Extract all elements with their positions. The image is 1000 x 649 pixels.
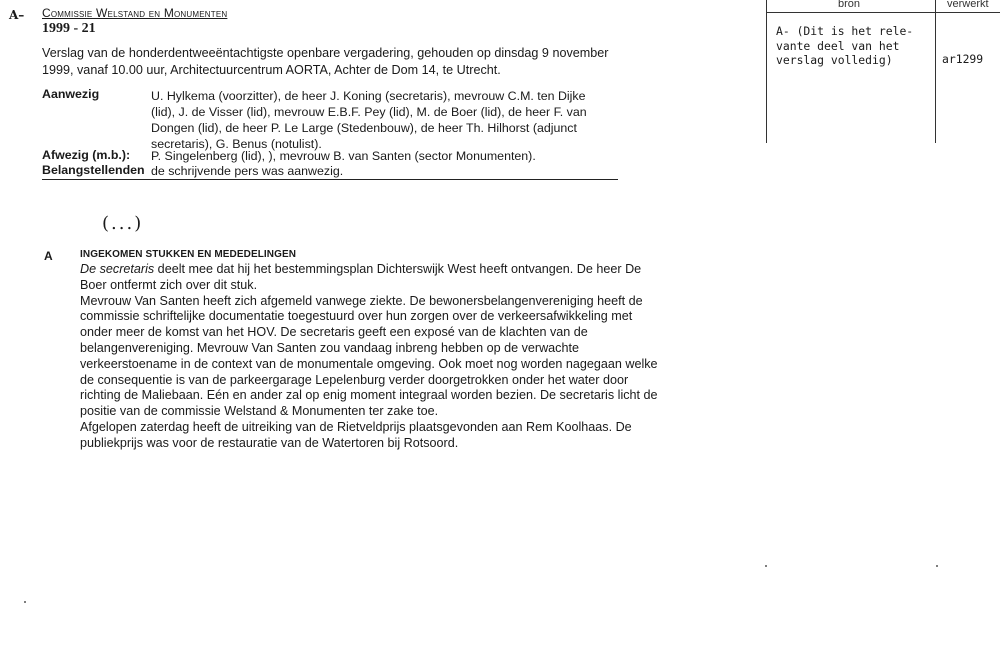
report-number: 1999 - 21 <box>42 21 96 36</box>
header-divider <box>42 179 618 180</box>
paragraph-1-text: deelt mee dat hij het bestemmingsplan Dichterswijk West heeft ontvangen. De heer De Boer ontfermt zich over dit stuk. <box>80 262 642 292</box>
table-header-processed: verwerkt <box>947 0 989 10</box>
table-processed-code: ar1299 <box>942 52 984 66</box>
report-intro: Verslag van de honderdentweeëntachtigste openbare vergadering, gehouden op dinsdag 9 november 1999, vanaf 10.00 uur, Architectuurcentrum AORTA, Achter de Dom 14, te Utrecht. <box>42 46 609 77</box>
table-source-note: A- (Dit is het rele- vante deel van het verslag volledig) <box>776 24 914 67</box>
section-body <box>80 262 660 452</box>
scan-speck <box>765 565 767 567</box>
source-table <box>766 0 1000 143</box>
absent-label: Afwezig (m.b.): <box>42 148 131 162</box>
absent-list: P. Singelenberg (lid), ), mevrouw B. van Santen (sector Monumenten). <box>151 149 536 163</box>
table-column-rule <box>935 0 936 143</box>
paragraph-3: Afgelopen zaterdag heeft de uitreiking van de Rietveldprijs plaatsgevonden aan Rem Koolhaas. De publiekprijs was voor de restauratie van de Watertoren bij Rotsoord. <box>80 419 632 450</box>
present-list: U. Hylkema (voorzitter), de heer J. Koning (secretaris), mevrouw C.M. ten Dijke (lid), J. de Visser (lid), mevrouw E.B.F. Pey (lid), M. de Boer (lid), de heer F. van Dongen (lid), de heer P. Le Large (Stedenbouw), de heer Th. Hilhorst (adjunct secretaris), G. Benus (notulist). <box>151 89 587 151</box>
section-heading: INGEKOMEN STUKKEN EN MEDEDELINGEN <box>80 249 297 260</box>
scan-speck <box>24 601 26 603</box>
table-header-rule <box>766 12 1000 13</box>
margin-mark: A– <box>9 8 25 22</box>
paragraph-1 <box>80 262 660 294</box>
omission-mark: (...) <box>102 213 144 234</box>
present-label: Aanwezig <box>42 87 100 101</box>
table-header-source: bron <box>838 0 861 10</box>
organization-name: Commissie Welstand en Monumenten <box>42 6 228 20</box>
paragraph-1-subject: De secretaris <box>80 262 155 276</box>
scan-speck <box>936 565 938 567</box>
interested-label: Belangstellenden <box>42 163 145 177</box>
interested-text: de schrijvende pers was aanwezig. <box>151 164 344 178</box>
section-letter: A <box>44 249 53 263</box>
paragraph-2: Mevrouw Van Santen heeft zich afgemeld vanwege ziekte. De bewonersbelangenvereniging heeft de commissie schriftelijke documentatie toegestuurd over hun zorgen over de verkeersafwikkeling met onder meer de komst van het HOV. De secretaris geeft een exposé van de klachten van de belangenvereniging. Mevrouw Van Santen zou vandaag inbreng hebben op de verwachte verkeerstoename in de context van de monumentale omgeving. Ook moet nog worden nagegaan welke de consequentie is van de parkeergarage Lepelenburg verder doorgetrokken onder het water door richting de Maliebaan. Eén en ander zal op enig moment integraal worden bezien. De secretaris licht de positie van de commissie Welstand & Monumenten ter zake toe. <box>80 293 658 419</box>
